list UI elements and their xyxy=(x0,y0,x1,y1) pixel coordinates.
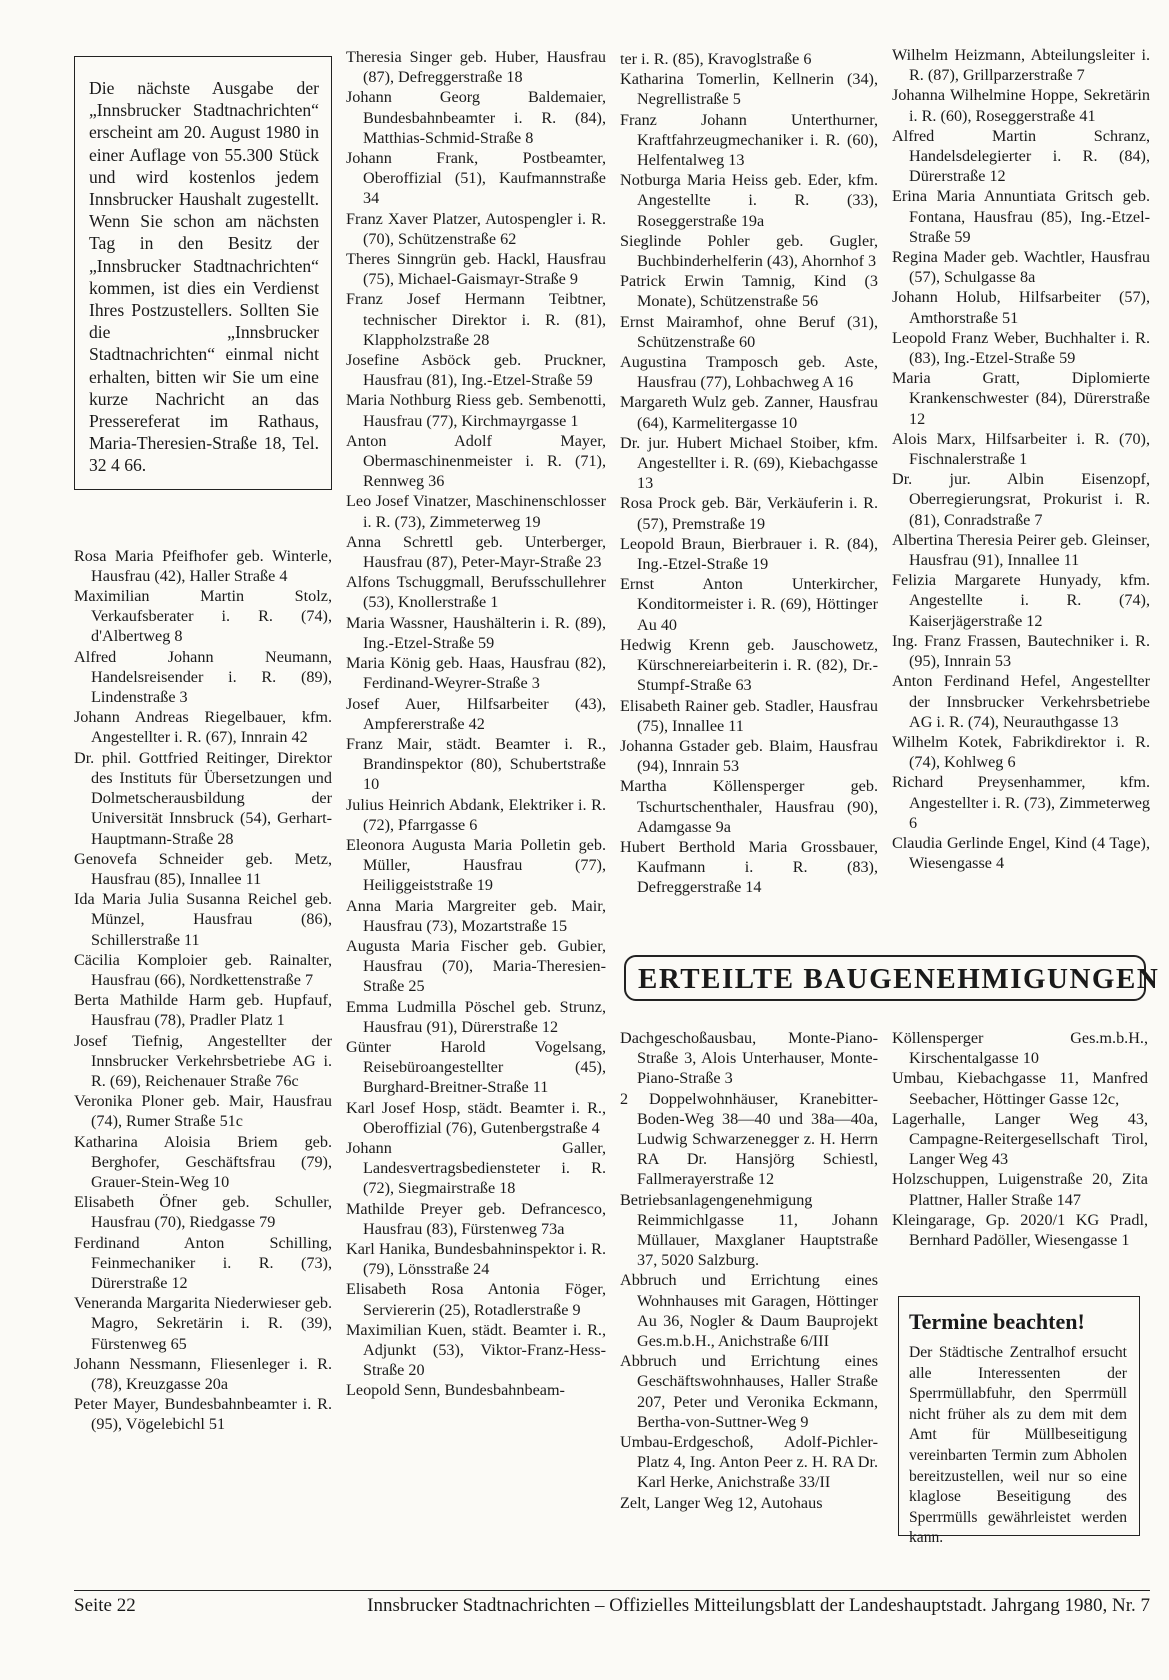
list-entry: Betriebsanlagengenehmigung Reimmichlgasse 11, Johann Müllauer, Maxglaner Hauptstraße 37, 5020 Salzburg. xyxy=(620,1190,878,1270)
list-entry: Alfons Tschuggmall, Berufsschullehrer (53), Knollerstraße 1 xyxy=(346,573,606,612)
list-entry: Elisabeth Öfner geb. Schuller, Hausfrau (70), Riedgasse 79 xyxy=(74,1193,332,1232)
publication-title: Innsbrucker Stadtnachrichten – Offizielles Mitteilungsblatt der Landeshauptstadt. Jahrgang 1980, Nr. 7 xyxy=(367,1595,1150,1616)
list-entry: Peter Mayer, Bundesbahnbeamter i. R. (95), Vögelebichl 51 xyxy=(74,1395,332,1434)
list-entry: Alfred Johann Neumann, Handelsreisender i. R. (89), Lindenstraße 3 xyxy=(74,647,332,707)
list-entry: Genovefa Schneider geb. Metz, Hausfrau (85), Innallee 11 xyxy=(74,849,332,888)
list-entry: Hubert Berthold Maria Grossbauer, Kaufmann i. R. (83), Defreggerstraße 14 xyxy=(620,837,878,897)
list-entry: Alfred Martin Schranz, Handelsdelegierter i. R. (84), Dürerstraße 12 xyxy=(892,126,1150,186)
list-entry: Günter Harold Vogelsang, Reisebüroangestellter (45), Burghard-Breitner-Straße 11 xyxy=(346,1037,606,1097)
termine-heading: Termine beachten! xyxy=(909,1309,1085,1334)
list-entry: Josef Auer, Hilfsarbeiter (43), Ampfererstraße 42 xyxy=(346,694,606,733)
list-entry: Johann Andreas Riegelbauer, kfm. Angestellter i. R. (67), Innrain 42 xyxy=(74,708,332,747)
list-entry: Leopold Braun, Bierbrauer i. R. (84), Ing.-Etzel-Straße 19 xyxy=(620,534,878,574)
list-entry: Theresia Singer geb. Huber, Hausfrau (87), Defreggerstraße 18 xyxy=(346,48,606,87)
list-entry: Veronika Ploner geb. Mair, Hausfrau (74), Rumer Straße 51c xyxy=(74,1092,332,1131)
list-entry: Berta Mathilde Harm geb. Hupfauf, Hausfrau (78), Pradler Platz 1 xyxy=(74,991,332,1030)
list-entry: Holzschuppen, Luigenstraße 20, Zita Plattner, Haller Straße 147 xyxy=(892,1170,1148,1209)
baugenehmigungen-right xyxy=(892,1028,1148,1250)
list-entry: Johann Frank, Postbeamter, Oberoffizial (51), Kaufmannstraße 34 xyxy=(346,149,606,208)
column-2 xyxy=(346,47,606,1401)
list-entry: Johanna Wilhelmine Hoppe, Sekretärin i. R. (60), Roseggerstraße 41 xyxy=(892,86,1150,125)
list-entry: Margareth Wulz geb. Zanner, Hausfrau (64), Karmelitergasse 10 xyxy=(620,393,878,432)
termine-body: Der Städtische Zentralhof ersucht alle Interessenten der Sperrmüllabfuhr, den Sperrmüll nicht früher als zu dem mit dem Amt für Müllbeseitigung vereinbarten Termin zum Abholen bereitzustellen, weil nur so eine klaglose Beseitigung des Sperrmülls gewährleistet werden kann. xyxy=(909,1344,1127,1547)
list-entry: Johann Georg Baldemaier, Bundesbahnbeamter i. R. (84), Matthias-Schmid-Straße 8 xyxy=(346,88,606,147)
list-entry: Maria Gratt, Diplomierte Krankenschwester (84), Dürerstraße 12 xyxy=(892,369,1150,428)
list-entry: Mathilde Preyer geb. Defrancesco, Hausfrau (83), Fürstenweg 73a xyxy=(346,1199,606,1238)
list-entry: Katharina Tomerlin, Kellnerin (34), Negrellistraße 5 xyxy=(620,70,878,109)
list-entry: Anna Maria Margreiter geb. Mair, Hausfrau (73), Mozartstraße 15 xyxy=(346,896,606,935)
list-entry: Theres Sinngrün geb. Hackl, Hausfrau (75), Michael-Gaismayr-Straße 9 xyxy=(346,250,606,289)
list-entry: Elisabeth Rosa Antonia Föger, Serviererin (25), Rotadlerstraße 9 xyxy=(346,1280,606,1319)
baugenehmigungen-heading-box xyxy=(624,955,1160,1001)
list-entry: Maximilian Kuen, städt. Beamter i. R., Adjunkt (53), Viktor-Franz-Hess-Straße 20 xyxy=(346,1320,606,1380)
list-entry: Franz Mair, städt. Beamter i. R., Brandinspektor (80), Schubertstraße 10 xyxy=(346,734,606,794)
list-entry: Anton Ferdinand Hefel, Angestellter der Innsbrucker Verkehrsbetriebe AG i. R. (74), Neurauthgasse 13 xyxy=(892,672,1150,731)
list-entry: Hedwig Krenn geb. Jauschowetz, Kürschnereiarbeiterin i. R. (82), Dr.-Stumpf-Straße 63 xyxy=(620,635,878,695)
list-entry: Augusta Maria Fischer geb. Gubier, Hausfrau (70), Maria-Theresien-Straße 25 xyxy=(346,936,606,996)
termine-box xyxy=(898,1296,1140,1547)
list-entry: Karl Josef Hosp, städt. Beamter i. R., Oberoffizial (76), Gutenbergstraße 4 xyxy=(346,1098,606,1137)
list-entry: Regina Mader geb. Wachtler, Hausfrau (57), Schulgasse 8a xyxy=(892,248,1150,287)
column-3 xyxy=(620,49,878,898)
baugenehmigungen-left xyxy=(620,1028,878,1513)
list-entry: Dr. phil. Gottfried Reitinger, Direktor des Instituts für Übersetzungen und Dolmetscherausbildung der Universität Innsbruck (54), Gerhart-Hauptmann-Straße 28 xyxy=(74,748,332,848)
list-entry: Leopold Senn, Bundesbahnbeam- xyxy=(346,1381,565,1400)
list-entry: Wilhelm Heizmann, Abteilungsleiter i. R. (87), Grillparzerstraße 7 xyxy=(892,46,1150,85)
list-entry: Veneranda Margarita Niederwieser geb. Magro, Sekretärin i. R. (39), Fürstenweg 65 xyxy=(74,1294,332,1353)
list-entry: Dr. jur. Albin Eisenzopf, Oberregierungsrat, Prokurist i. R. (81), Conradstraße 7 xyxy=(892,470,1150,529)
notice-box: Die nächste Ausgabe der „Innsbrucker Stadtnachrichten“ erscheint am 20. August 1980 in einer Auflage von 55.300 Stück und wird kostenlos jedem Innsbrucker Haushalt zugestellt. Wenn Sie schon am nächsten Tag in den Besitz der „Innsbrucker Stadtnachrichten“ kommen, ist dies ein Verdienst Ihres Postzustellers. Sollten Sie die „Innsbrucker Stadtnachrichten“ einmal nicht erhalten, bitten wir Sie um eine kurze Nachricht an das Pressereferat im Rathaus, Maria-Theresien-Straße 18, Tel. 32 4 66. xyxy=(74,56,332,490)
list-entry: Cäcilia Komploier geb. Rainalter, Hausfrau (66), Nordkettenstraße 7 xyxy=(74,950,332,989)
list-entry: Albertina Theresia Peirer geb. Gleinser, Hausfrau (91), Innallee 11 xyxy=(892,530,1150,570)
list-entry: Wilhelm Kotek, Fabrikdirektor i. R. (74), Kohlweg 6 xyxy=(892,732,1150,772)
list-entry: Anna Schrettl geb. Unterberger, Hausfrau (87), Peter-Mayr-Straße 23 xyxy=(346,532,606,572)
list-entry: Augustina Tramposch geb. Aste, Hausfrau (77), Lohbachweg A 16 xyxy=(620,353,878,392)
list-entry: Felizia Margarete Hunyady, kfm. Angestellte i. R. (74), Kaiserjägerstraße 12 xyxy=(892,571,1150,630)
footer-divider xyxy=(74,1590,1150,1591)
list-entry: Martha Köllensperger geb. Tschurtschenthaler, Hausfrau (90), Adamgasse 9a xyxy=(620,777,878,836)
list-entry: Maria König geb. Haas, Hausfrau (82), Ferdinand-Weyrer-Straße 3 xyxy=(346,654,606,693)
list-entry: Johann Nessmann, Fliesenleger i. R. (78), Kreuzgasse 20a xyxy=(74,1354,332,1393)
list-entry: Alois Marx, Hilfsarbeiter i. R. (70), Fischnalerstraße 1 xyxy=(892,429,1150,469)
obituary-list-2 xyxy=(346,47,606,1401)
baugenehmigungen-list-right xyxy=(892,1028,1148,1250)
list-entry: Karl Hanika, Bundesbahninspektor i. R. (79), Lönsstraße 24 xyxy=(346,1239,606,1279)
list-entry: Eleonora Augusta Maria Polletin geb. Müller, Hausfrau (77), Heiliggeiststraße 19 xyxy=(346,835,606,895)
list-entry: Josefine Asböck geb. Pruckner, Hausfrau (81), Ing.-Etzel-Straße 59 xyxy=(346,351,606,390)
list-entry: Abbruch und Errichtung eines Geschäftswohnhauses, Haller Straße 207, Peter und Veronika Eckmann, Bertha-von-Suttner-Weg 9 xyxy=(620,1352,878,1431)
list-entry: Franz Xaver Platzer, Autospengler i. R. (70), Schützenstraße 62 xyxy=(346,209,606,248)
list-entry: Emma Ludmilla Pöschel geb. Strunz, Hausfrau (91), Dürerstraße 12 xyxy=(346,997,606,1036)
list-entry: Anton Adolf Mayer, Obermaschinenmeister i. R. (71), Rennweg 36 xyxy=(346,431,606,491)
baugenehmigungen-heading: ERTEILTE BAUGENEHMIGUNGEN xyxy=(638,963,1160,995)
baugenehmigungen-list-left xyxy=(620,1028,878,1513)
list-entry: Kleingarage, Gp. 2020/1 KG Pradl, Bernhard Padöller, Wiesengasse 1 xyxy=(892,1210,1148,1250)
list-entry: Claudia Gerlinde Engel, Kind (4 Tage), Wiesengasse 4 xyxy=(892,833,1150,873)
column-4 xyxy=(892,45,1150,873)
list-entry: Dr. jur. Hubert Michael Stoiber, kfm. Angestellter i. R. (69), Kiebachgasse 13 xyxy=(620,433,878,493)
list-entry: Leo Josef Vinatzer, Maschinenschlosser i. R. (73), Zimmeterweg 19 xyxy=(346,492,606,531)
list-entry: Elisabeth Rainer geb. Stadler, Hausfrau (75), Innallee 11 xyxy=(620,696,878,735)
list-entry: Rosa Prock geb. Bär, Verkäuferin i. R. (57), Premstraße 19 xyxy=(620,494,878,533)
list-entry: 2 Doppelwohnhäuser, Kranebitter-Boden-Weg 38—40 und 38a—40a, Ludwig Schwarzenegger z. H. Herrn RA Dr. Hansjörg Schiestl, Fallmerayerstraße 12 xyxy=(620,1089,878,1189)
list-entry: Maximilian Martin Stolz, Verkaufsberater i. R. (74), d'Albertweg 8 xyxy=(74,587,332,646)
list-entry: Ing. Franz Frassen, Bautechniker i. R. (95), Innrain 53 xyxy=(892,631,1150,671)
page-number: Seite 22 xyxy=(74,1595,136,1616)
list-entry: Sieglinde Pohler geb. Gugler, Buchbinderhelferin (43), Ahornhof 3 xyxy=(620,231,878,271)
list-entry: Lagerhalle, Langer Weg 43, Campagne-Reitergesellschaft Tirol, Langer Weg 43 xyxy=(892,1109,1148,1169)
list-entry: Umbau, Kiebachgasse 11, Manfred Seebacher, Höttinger Gasse 12c, xyxy=(892,1069,1148,1108)
obituary-list-1 xyxy=(74,546,332,1435)
list-entry: Richard Preysenhammer, kfm. Angestellter i. R. (73), Zimmeterweg 6 xyxy=(892,773,1150,832)
list-entry: Notburga Maria Heiss geb. Eder, kfm. Angestellte i. R. (33), Roseggerstraße 19a xyxy=(620,171,878,230)
obituary-list-3 xyxy=(620,49,878,898)
list-entry: Maria Wassner, Haushälterin i. R. (89), Ing.-Etzel-Straße 59 xyxy=(346,613,606,652)
list-entry: Maria Nothburg Riess geb. Sembenotti, Hausfrau (77), Kirchmayrgasse 1 xyxy=(346,391,606,430)
list-entry: Köllensperger Ges.m.b.H., Kirschentalgasse 10 xyxy=(892,1029,1148,1068)
list-entry: Johanna Gstader geb. Blaim, Hausfrau (94), Innrain 53 xyxy=(620,736,878,776)
list-entry: Abbruch und Errichtung eines Wohnhauses mit Garagen, Höttinger Au 36, Nogler & Daum Bauprojekt Ges.m.b.H., Anichstraße 6/III xyxy=(620,1271,878,1351)
list-entry: ter i. R. (85), Kravoglstraße 6 xyxy=(620,50,812,68)
obituary-list-4 xyxy=(892,45,1150,873)
list-entry: Umbau-Erdgeschoß, Adolf-Pichler-Platz 4, Ing. Anton Peer z. H. RA Dr. Karl Herke, Anichstraße 33/II xyxy=(620,1433,878,1492)
list-entry: Josef Tiefnig, Angestellter der Innsbrucker Verkehrsbetriebe AG i. R. (69), Reichenauer Straße 76c xyxy=(74,1031,332,1090)
list-entry: Ferdinand Anton Schilling, Feinmechaniker i. R. (73), Dürerstraße 12 xyxy=(74,1233,332,1292)
list-entry: Leopold Franz Weber, Buchhalter i. R. (83), Ing.-Etzel-Straße 59 xyxy=(892,328,1150,368)
list-entry: Johann Holub, Hilfsarbeiter (57), Amthorstraße 51 xyxy=(892,288,1150,327)
column-1 xyxy=(74,44,332,1435)
list-entry: Julius Heinrich Abdank, Elektriker i. R. (72), Pfarrgasse 6 xyxy=(346,795,606,834)
list-entry: Franz Josef Hermann Teibtner, technischer Direktor i. R. (81), Klappholzstraße 28 xyxy=(346,290,606,349)
list-entry: Dachgeschoßausbau, Monte-Piano-Straße 3, Alois Unterhauser, Monte-Piano-Straße 3 xyxy=(620,1029,878,1088)
list-entry: Erina Maria Annuntiata Gritsch geb. Fontana, Hausfrau (85), Ing.-Etzel-Straße 59 xyxy=(892,187,1150,246)
list-entry: Rosa Maria Pfeifhofer geb. Winterle, Hausfrau (42), Haller Straße 4 xyxy=(74,546,332,585)
list-entry: Franz Johann Unterthurner, Kraftfahrzeugmechaniker i. R. (60), Helfentalweg 13 xyxy=(620,110,878,170)
list-entry: Zelt, Langer Weg 12, Autohaus xyxy=(620,1493,823,1512)
list-entry: Ernst Mairamhof, ohne Beruf (31), Schützenstraße 60 xyxy=(620,312,878,351)
list-entry: Katharina Aloisia Briem geb. Berghofer, Geschäftsfrau (79), Grauer-Stein-Weg 10 xyxy=(74,1132,332,1191)
list-entry: Johann Galler, Landesvertragsbediensteter i. R. (72), Siegmairstraße 18 xyxy=(346,1138,606,1198)
list-entry: Patrick Erwin Tamnig, Kind (3 Monate), Schützenstraße 56 xyxy=(620,272,878,311)
list-entry: Ernst Anton Unterkircher, Konditormeister i. R. (69), Höttinger Au 40 xyxy=(620,575,878,634)
list-entry: Ida Maria Julia Susanna Reichel geb. Münzel, Hausfrau (86), Schillerstraße 11 xyxy=(74,890,332,949)
